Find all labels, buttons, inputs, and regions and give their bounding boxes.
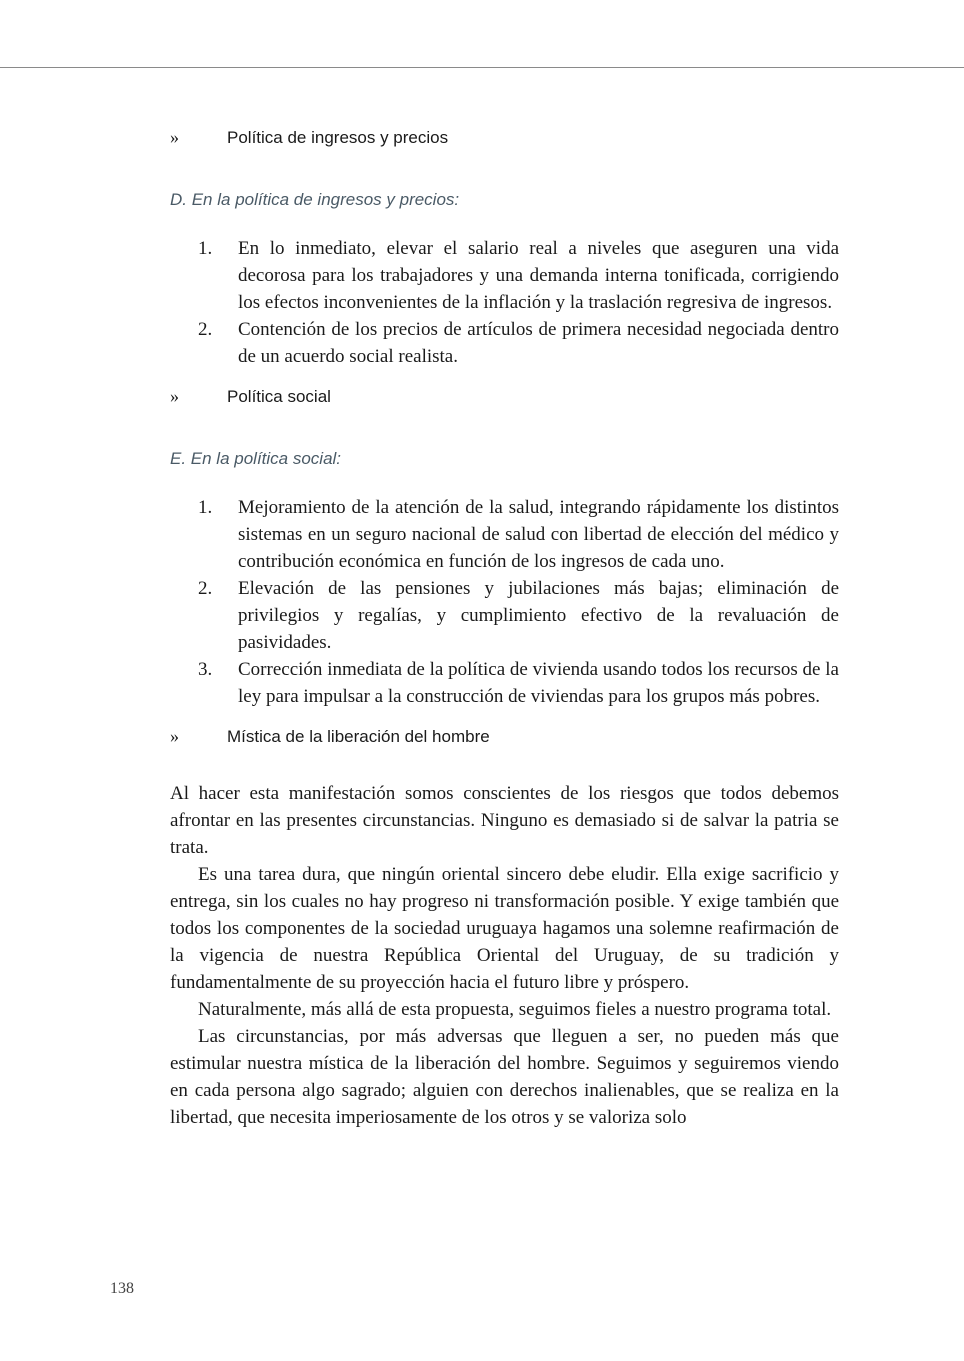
item-number: 1. [198, 497, 213, 518]
section-title: Política social [227, 387, 331, 406]
list-item [170, 656, 839, 710]
header-rule [0, 67, 964, 68]
list-item [170, 235, 839, 316]
body-text [170, 780, 839, 1131]
section-heading-income [170, 127, 839, 165]
item-number: 1. [198, 238, 213, 259]
social-list [170, 494, 839, 710]
list-item [170, 494, 839, 575]
page-content [170, 127, 839, 1131]
section-heading-mistica [170, 726, 839, 764]
section-title: Política de ingresos y precios [227, 128, 449, 147]
paragraph: Es una tarea dura, que ningún oriental sincero debe eludir. Ella exige sacrificio y entrega, sin los cuales no hay progreso ni transformación posible. Y exige también que todos los componentes de la sociedad uruguaya hagamos una solemne reafirmación de la vigencia de nuestra República Oriental del Uruguay, de su tradición y fundamentalmente de su proyección hacia el futuro libre y próspero. [170, 864, 839, 993]
item-text: Elevación de las pensiones y jubilaciones más bajas; eliminación de privilegios y regalías, y cumplimiento efectivo de la revaluación de pasividades. [238, 578, 839, 653]
paragraph: Al hacer esta manifestación somos conscientes de los riesgos que todos debemos afrontar en las presentes circunstancias. Ninguno es demasiado si de salvar la patria se trata. [170, 783, 839, 858]
item-text: Contención de los precios de artículos de primera necesidad negociada dentro de un acuerdo social realista. [238, 319, 839, 367]
item-text: Mejoramiento de la atención de la salud, integrando rápidamente los distintos sistemas en un seguro nacional de salud con libertad de elección del médico y contribución económica en función de los ingresos de cada uno. [238, 497, 839, 572]
item-text: En lo inmediato, elevar el salario real a niveles que aseguren una vida decorosa para los trabajadores y una demanda interna tonificada, corrigiendo los efectos inconvenientes de la inflación y la traslación regresiva de ingresos. [238, 238, 839, 313]
chevron-bullet: » [170, 127, 179, 147]
subheading-income: D. En la política de ingresos y precios: [170, 190, 460, 209]
item-number: 2. [198, 319, 213, 340]
chevron-bullet: » [170, 726, 179, 746]
item-text: Corrección inmediata de la política de vivienda usando todos los recursos de la ley para impulsar a la construcción de viviendas para los grupos más pobres. [238, 659, 839, 707]
income-list [170, 235, 839, 370]
page-number: 138 [110, 1280, 134, 1297]
chevron-bullet: » [170, 386, 179, 406]
item-number: 2. [198, 578, 213, 599]
item-number: 3. [198, 659, 213, 680]
list-item [170, 316, 839, 370]
list-item [170, 575, 839, 656]
paragraph: Las circunstancias, por más adversas que lleguen a ser, no pueden más que estimular nuestra mística de la liberación del hombre. Seguimos y seguiremos viendo en cada persona algo sagrado; alguien con derechos inalienables, que se realiza en la libertad, que necesita imperiosamente de los otros y se valoriza solo [170, 1026, 839, 1128]
section-title: Mística de la liberación del hombre [227, 727, 490, 746]
paragraph: Naturalmente, más allá de esta propuesta, seguimos fieles a nuestro programa total. [198, 999, 832, 1020]
subheading-social: E. En la política social: [170, 449, 342, 468]
section-heading-social [170, 386, 839, 424]
